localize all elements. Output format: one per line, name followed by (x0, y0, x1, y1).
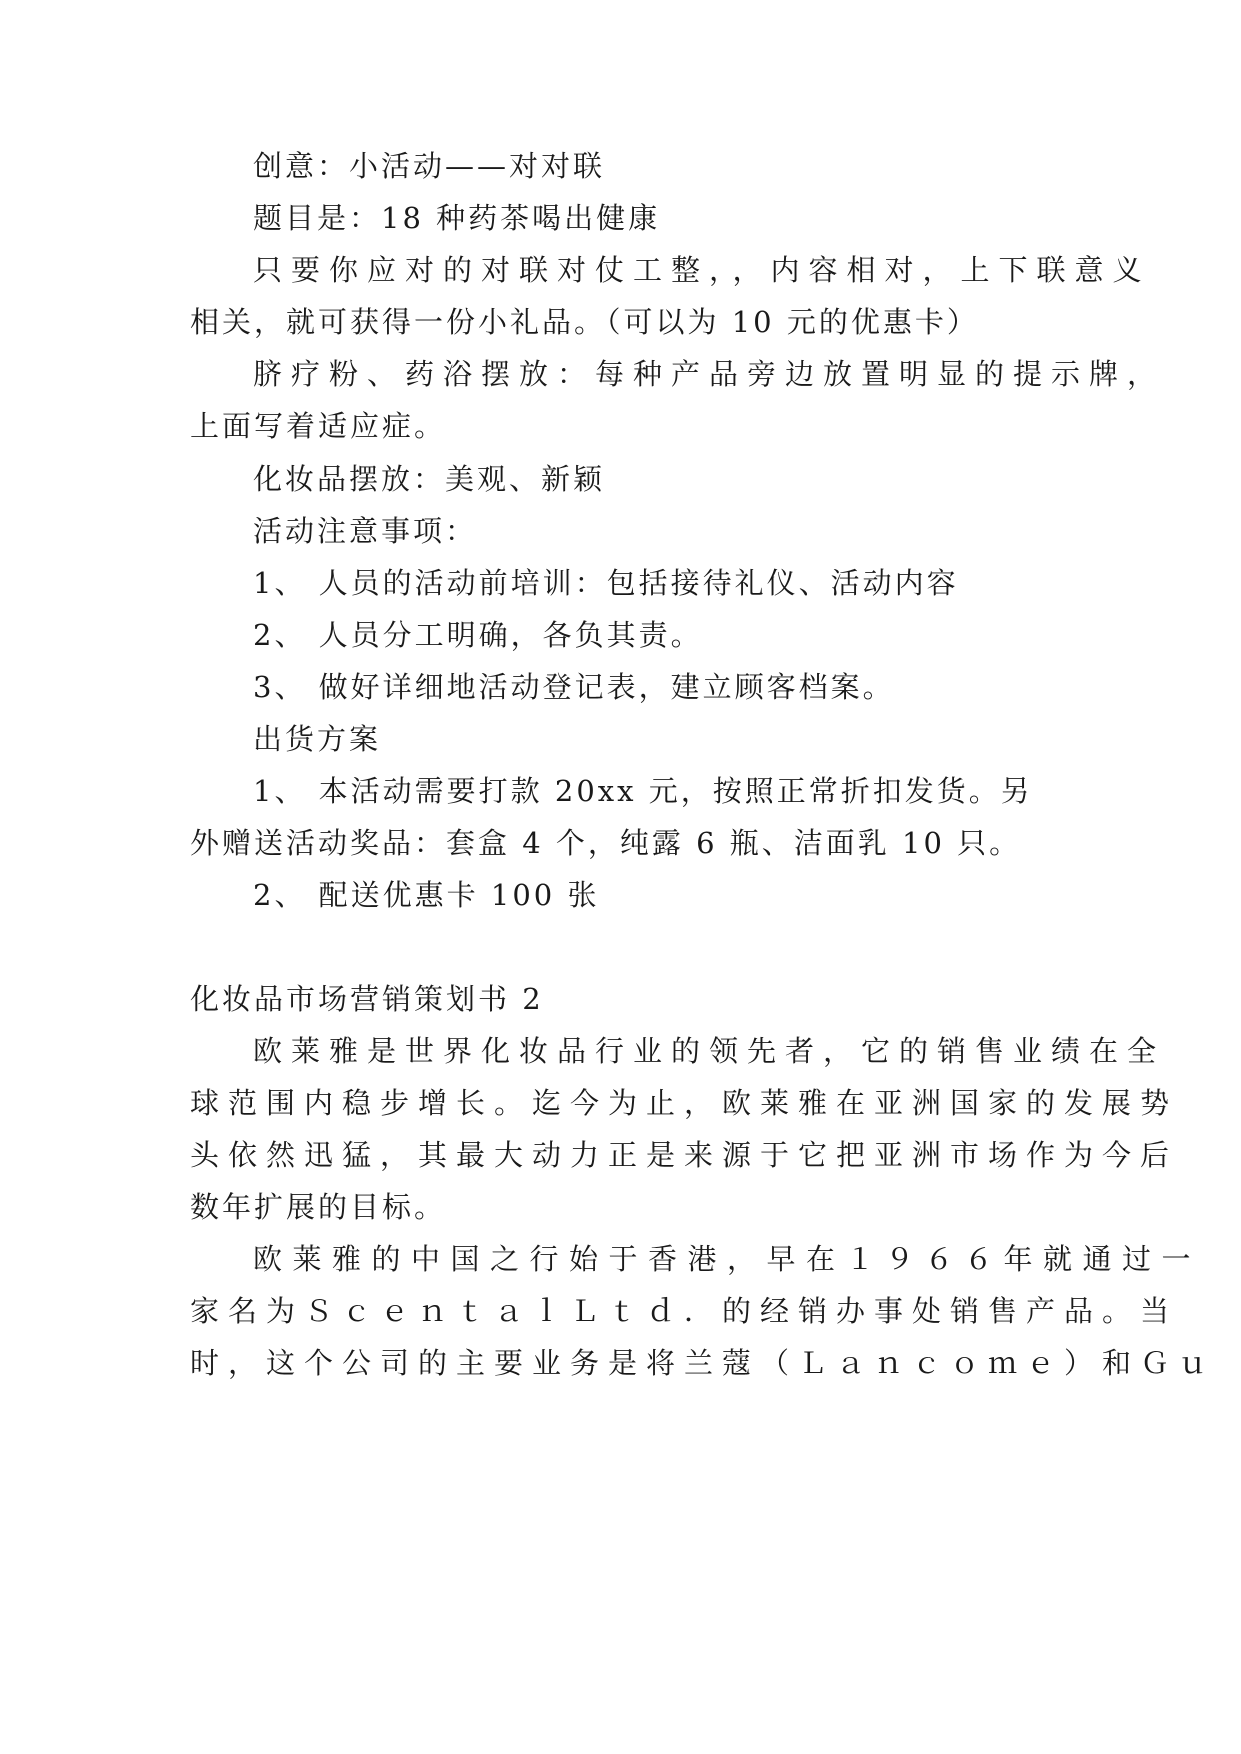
list-item: 1、 本活动需要打款 20xx 元，按照正常折扣发货。另 (253, 774, 1033, 808)
paragraph-line: 相关，就可获得一份小礼品。（可以为 10 元的优惠卡） (190, 305, 979, 339)
paragraph-line: 活动注意事项： (253, 514, 478, 548)
paragraph-line: 欧莱雅是世界化妆品行业的领先者，它的销售业绩在全 (253, 1034, 1166, 1068)
list-item: 3、 做好详细地活动登记表，建立顾客档案。 (253, 670, 895, 704)
list-item: 2、 配送优惠卡 100 张 (253, 878, 600, 912)
list-item: 1、 人员的活动前培训：包括接待礼仪、活动内容 (253, 566, 959, 600)
paragraph-line: 上面写着适应症。 (190, 409, 447, 443)
paragraph-line: 脐疗粉、药浴摆放：每种产品旁边放置明显的提示牌， (253, 357, 1166, 391)
paragraph-line: 数年扩展的目标。 (190, 1190, 447, 1224)
paragraph-line: 创意：小活动——对对联 (253, 149, 606, 183)
paragraph-line: 欧莱雅的中国之行始于香港，早在１９６６年就通过一 (253, 1242, 1202, 1276)
paragraph-line: 家名为ＳｃｅｎｔａｌＬｔｄ．的经销办事处销售产品。当 (190, 1294, 1179, 1328)
paragraph-line: 球范围内稳步增长。迄今为止，欧莱雅在亚洲国家的发展势 (190, 1086, 1179, 1120)
paragraph-line: 外赠送活动奖品：套盒 4 个，纯露 6 瓶、洁面乳 10 只。 (190, 826, 1022, 860)
section-heading: 化妆品市场营销策划书 2 (190, 982, 544, 1016)
paragraph-line: 化妆品摆放：美观、新颖 (253, 462, 606, 496)
paragraph-line: 题目是：18 种药茶喝出健康 (253, 201, 661, 235)
paragraph-line: 头依然迅猛，其最大动力正是来源于它把亚洲市场作为今后 (190, 1138, 1179, 1172)
paragraph-line: 时，这个公司的主要业务是将兰蔻（Ｌａｎｃｏｍｅ）和Ｇｕ (190, 1346, 1217, 1380)
paragraph-line: 只要你应对的对联对仗工整，，内容相对，上下联意义 (253, 253, 1151, 287)
list-item: 2、 人员分工明确，各负其责。 (253, 618, 703, 652)
subheading: 出货方案 (253, 722, 382, 756)
